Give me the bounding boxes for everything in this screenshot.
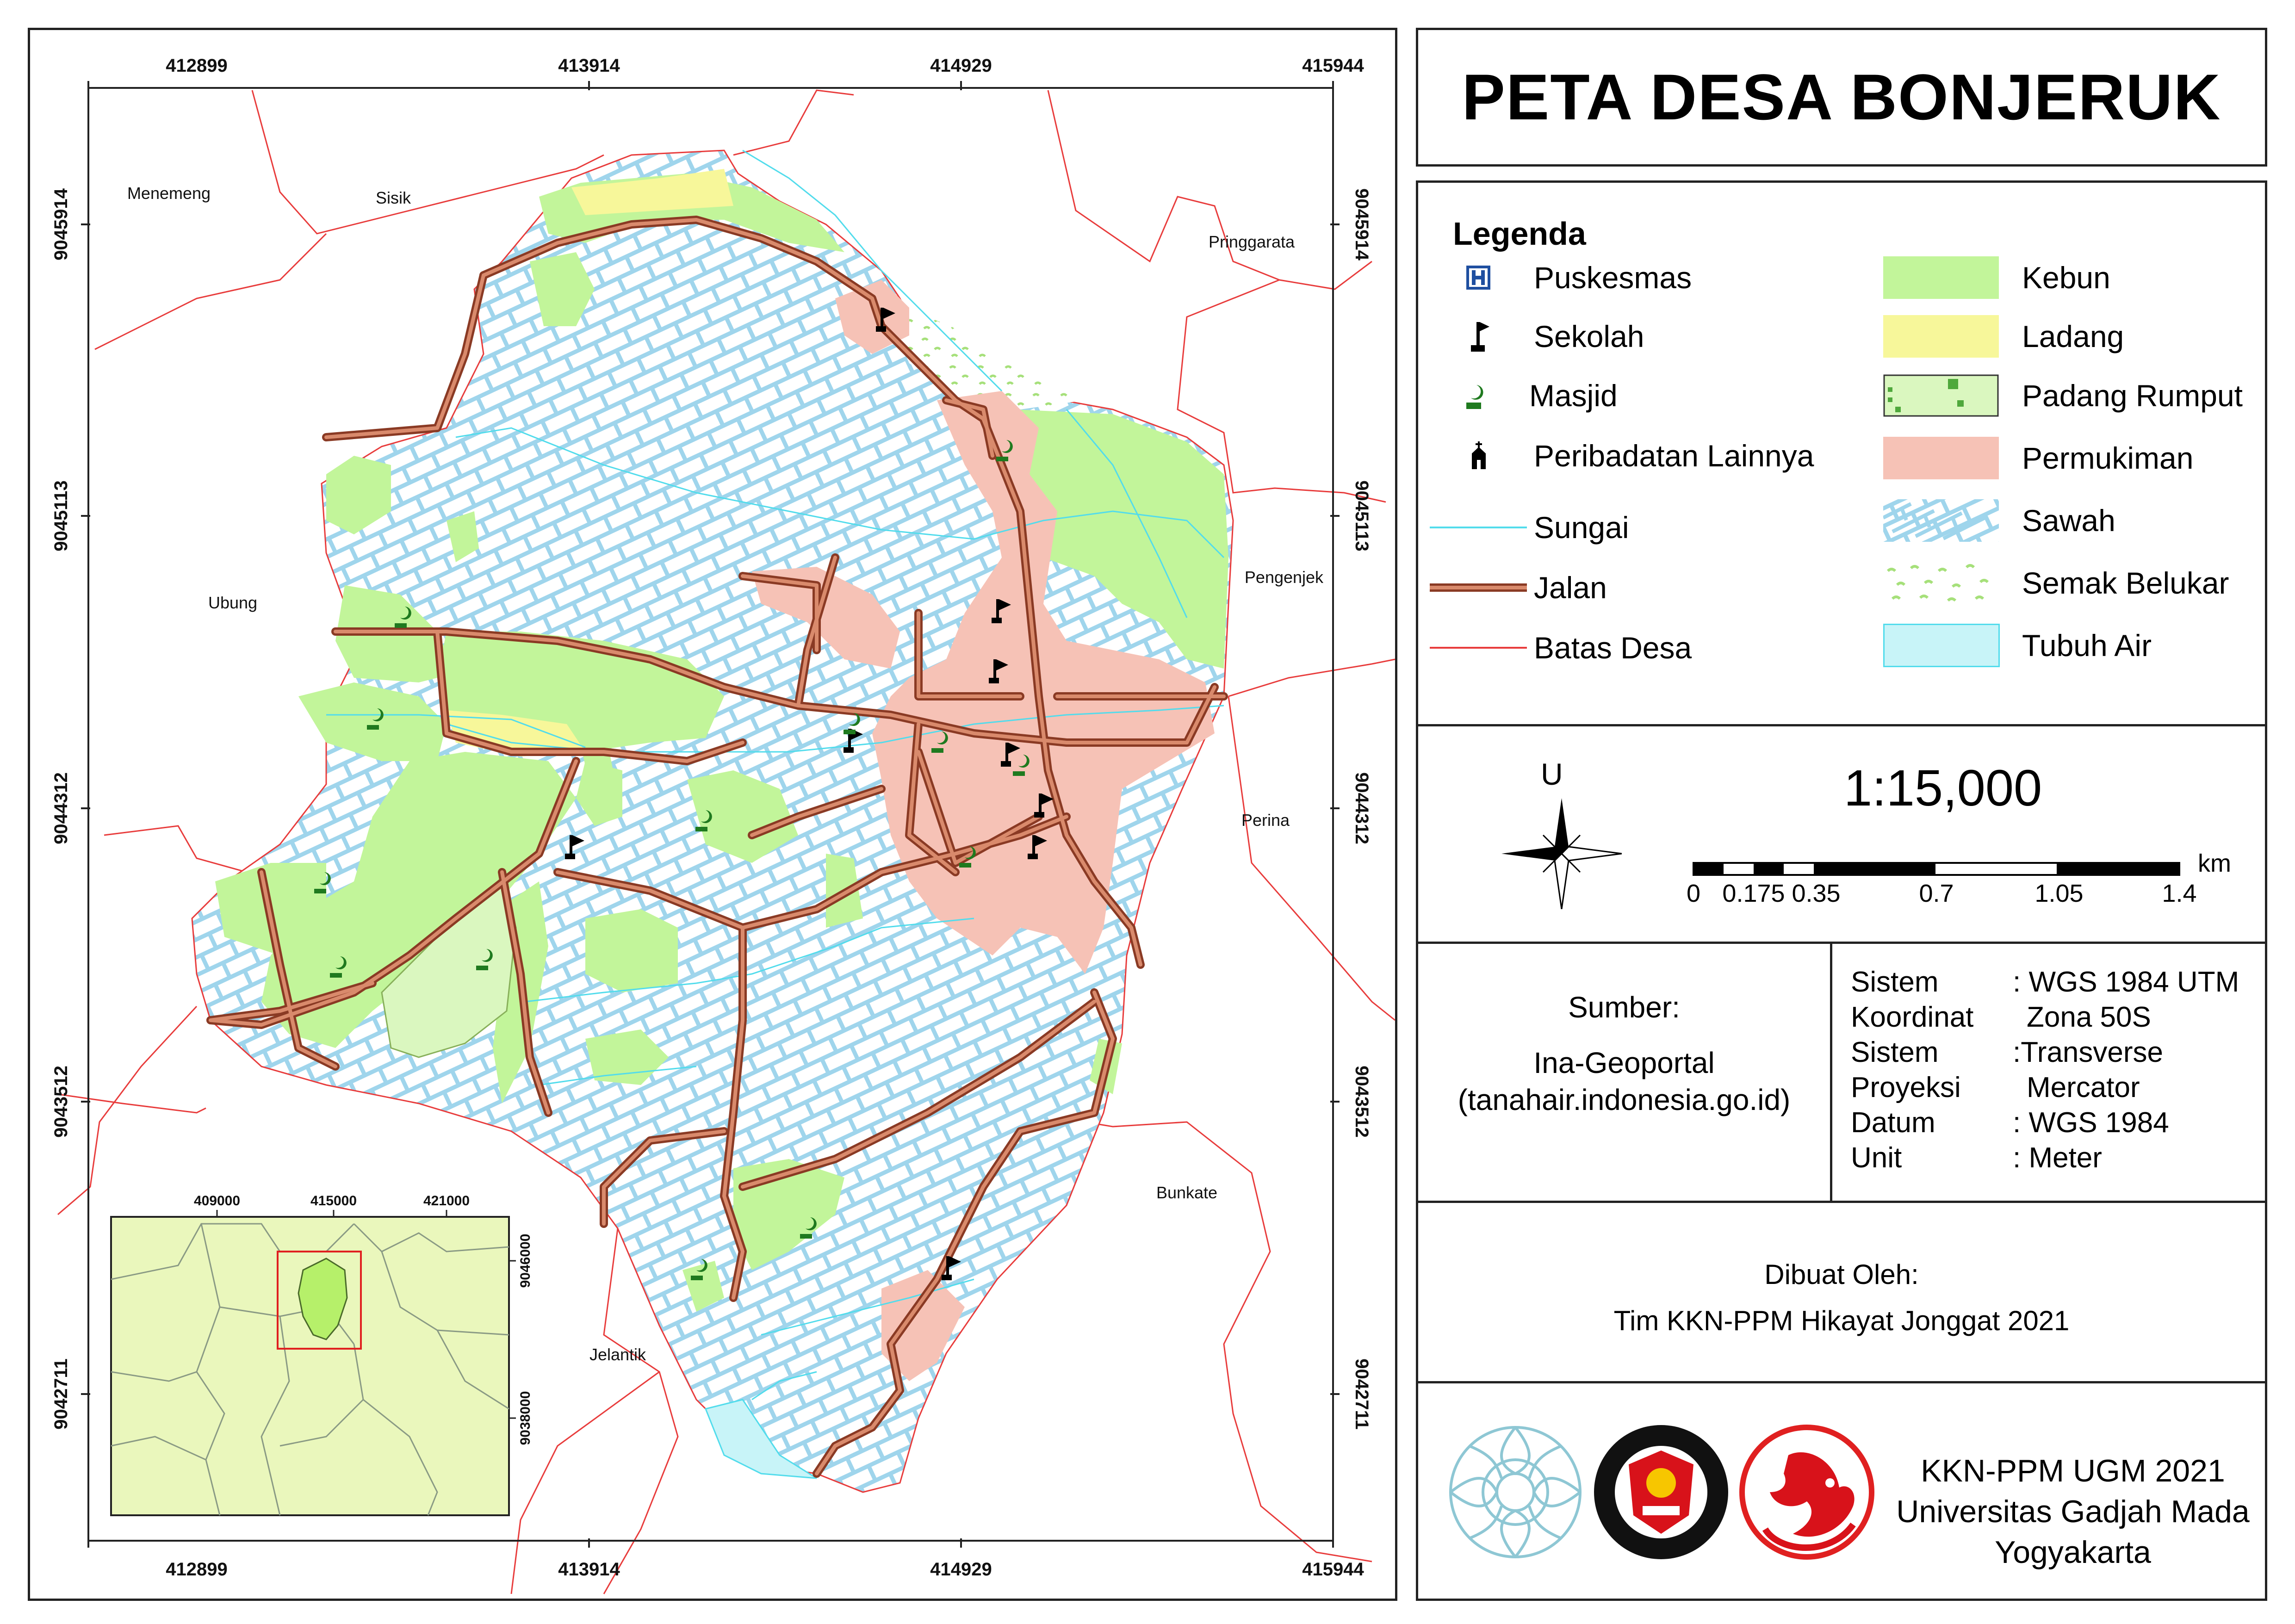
svg-text:Menemeng: Menemeng: [127, 184, 211, 203]
permukiman-swatch: [1883, 435, 2003, 481]
map-frame: [28, 28, 1397, 1601]
scale-tick: 1.4: [2162, 880, 2197, 907]
system-keys: Sistem Koordinat Sistem Proyeksi Datum Unit: [1851, 966, 1974, 1174]
legend-item-tubuh-air: Tubuh Air: [1883, 622, 2152, 669]
svg-text:Pengenjek: Pengenjek: [1244, 568, 1324, 587]
ugm-logo: [1446, 1423, 1585, 1562]
semak-belukar-swatch: [1883, 560, 2003, 606]
svg-text:9038000: 9038000: [518, 1391, 533, 1445]
legend-item-sawah: Sawah: [1883, 497, 2115, 544]
map-title: PETA DESA BONJERUK: [1462, 61, 2221, 133]
hospital-icon: [1423, 254, 1534, 301]
padang-rumput-swatch: [1883, 372, 2003, 419]
mosque-icon: [1418, 372, 1529, 419]
y-tick-labels-right: [1352, 188, 1372, 1430]
svg-text:412899: 412899: [166, 1559, 228, 1580]
legend-item-sungai: Sungai: [1423, 504, 1629, 551]
boundary-line: [1423, 625, 1534, 671]
svg-text:414929: 414929: [930, 1559, 992, 1580]
svg-text:Perina: Perina: [1241, 811, 1290, 830]
scale-unit: km: [2198, 849, 2231, 877]
svg-text:Jelantik: Jelantik: [589, 1345, 646, 1364]
river-line: [1423, 504, 1534, 551]
svg-text:9045914: 9045914: [1352, 188, 1372, 260]
svg-text:9044312: 9044312: [1352, 772, 1372, 844]
legend-item-batas-desa: Batas Desa: [1423, 625, 1692, 671]
y-tick-labels-left: [51, 188, 71, 1429]
source-label: Sumber:: [1568, 991, 1680, 1024]
legend-item-puskesmas: Puskesmas: [1423, 254, 1692, 301]
svg-text:413914: 413914: [558, 1559, 620, 1580]
legend-item-padang-rumput: Padang Rumput: [1883, 372, 2243, 419]
x-tick-labels-bottom: [166, 1559, 1364, 1580]
village-map[interactable]: [30, 30, 1395, 1599]
x-tick-labels-top: [166, 56, 1364, 76]
legend-item-semak-belukar: Semak Belukar: [1883, 560, 2229, 606]
kebun-swatch: [1883, 254, 2003, 301]
legend-item-ladang: Ladang: [1883, 313, 2124, 360]
info-panel: [1416, 180, 2267, 1601]
svg-text:Ubung: Ubung: [208, 593, 258, 612]
flag-icon: [1423, 313, 1534, 360]
svg-text:415944: 415944: [1302, 1559, 1364, 1580]
legend-item-kebun: Kebun: [1883, 254, 2110, 301]
svg-text:Bunkate: Bunkate: [1156, 1183, 1218, 1202]
legend-item-masjid: Masjid: [1418, 372, 1618, 419]
svg-text:9045113: 9045113: [1352, 480, 1372, 552]
legend-title: Legenda: [1453, 216, 1586, 252]
system-values: : WGS 1984 UTM Zona 50S :Transverse Mercator : WGS 1984 : Meter: [2013, 966, 2239, 1174]
svg-text:414929: 414929: [930, 56, 992, 76]
scale-tick: 1.05: [2034, 880, 2084, 907]
svg-text:421000: 421000: [423, 1193, 470, 1209]
north-label: U: [1541, 757, 1563, 791]
title-box: [1416, 28, 2267, 167]
svg-text:9043512: 9043512: [1352, 1066, 1372, 1138]
source-name: Ina-Geoportal: [1533, 1046, 1715, 1079]
svg-text:415944: 415944: [1302, 56, 1364, 76]
kkn-ppm-logo: [1592, 1423, 1731, 1562]
scale-tick: 0: [1686, 880, 1701, 907]
svg-text:9045914: 9045914: [51, 188, 71, 260]
tubuh-air-swatch: [1883, 622, 2003, 669]
hikayat-jonggat-logo: [1737, 1423, 1876, 1562]
legend-item-sekolah: Sekolah: [1423, 313, 1644, 360]
svg-text:9043512: 9043512: [51, 1066, 71, 1138]
svg-text:9046000: 9046000: [518, 1233, 533, 1288]
svg-text:9045113: 9045113: [51, 480, 71, 552]
scale-bar: [1691, 861, 2182, 879]
church-icon: [1423, 433, 1534, 479]
svg-text:Sisik: Sisik: [375, 188, 411, 207]
scale-tick: 0.35: [1792, 880, 1841, 907]
north-arrow-icon: [1501, 798, 1622, 909]
svg-text:412899: 412899: [166, 56, 228, 76]
ladang-swatch: [1883, 313, 2003, 360]
svg-text:9044312: 9044312: [51, 772, 71, 844]
road-line: [1423, 564, 1534, 611]
legend-item-peribadatan: Peribadatan Lainnya: [1423, 433, 1814, 479]
svg-text:9042711: 9042711: [51, 1358, 71, 1430]
svg-text:413914: 413914: [558, 56, 620, 76]
source-url: (tanahair.indonesia.go.id): [1458, 1083, 1791, 1116]
svg-text:Pringgarata: Pringgarata: [1208, 232, 1295, 251]
inset-map[interactable]: [111, 1193, 533, 1515]
svg-text:9042711: 9042711: [1352, 1358, 1372, 1430]
organization: KKN-PPM UGM 2021 Universitas Gadjah Mada Yogyakarta: [1896, 1453, 2250, 1570]
scale-ratio: 1:15,000: [1844, 760, 2042, 817]
legend-item-jalan: Jalan: [1423, 564, 1607, 611]
made-by-label: Dibuat Oleh:: [1764, 1259, 1919, 1290]
sawah-swatch: [1883, 497, 2003, 544]
scale-tick: 0.7: [1919, 880, 1954, 907]
svg-text:415000: 415000: [310, 1193, 357, 1209]
made-by-team: Tim KKN-PPM Hikayat Jonggat 2021: [1613, 1305, 2070, 1336]
scale-tick: 0.175: [1722, 880, 1785, 907]
svg-text:409000: 409000: [193, 1193, 241, 1209]
legend-item-permukiman: Permukiman: [1883, 435, 2193, 481]
